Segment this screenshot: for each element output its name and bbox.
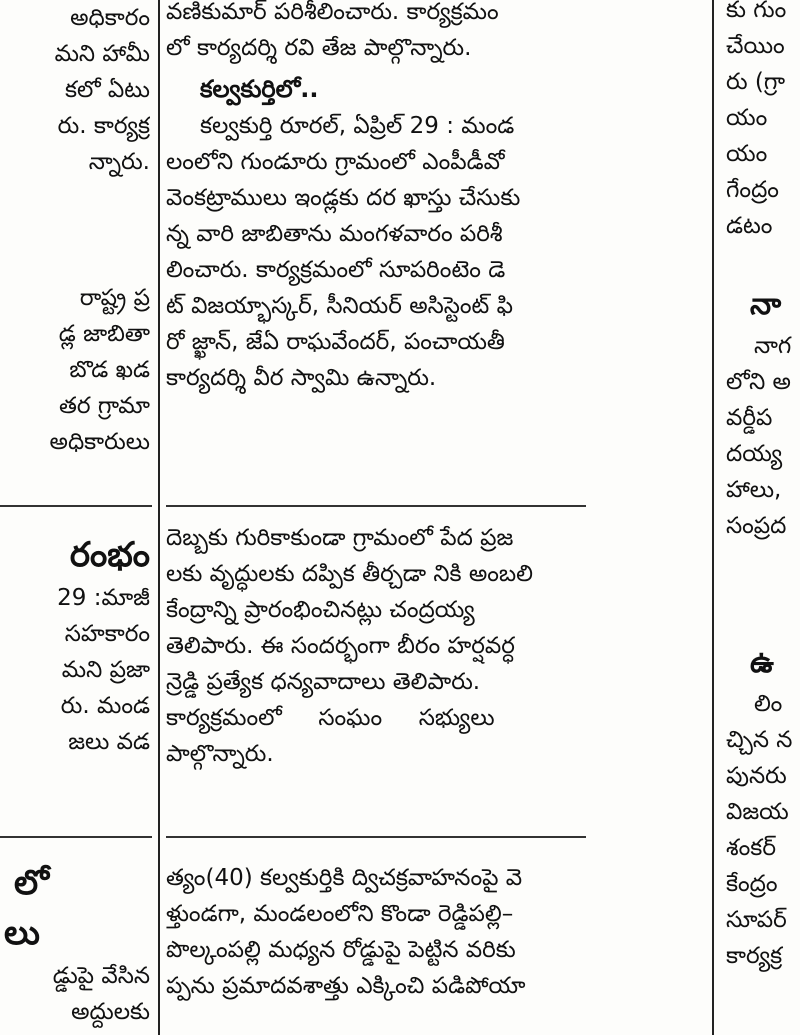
- text-line: లిం: [754, 691, 783, 717]
- article-3: [166, 520, 584, 772]
- text-line: దయ్య: [726, 441, 783, 467]
- column-divider-right: [712, 0, 714, 1035]
- section-divider: [166, 505, 586, 507]
- text-line: వర్డీప: [726, 405, 773, 431]
- left-block-1: [0, 0, 150, 180]
- text-line: అధికారం: [70, 5, 150, 31]
- text-line: కల్వకుర్తి రూరల్, ఏప్రిల్ 29 : మండ: [200, 113, 515, 139]
- article-heading: కల్వకుర్తిలో..: [200, 75, 319, 103]
- text-line: 29 :మాజీ: [57, 585, 150, 611]
- text-line: డ్డుపై వేసిన: [52, 963, 150, 989]
- right-block-3: [720, 640, 800, 974]
- section-heading: నా: [750, 287, 782, 322]
- text-line: పునరు: [726, 763, 787, 789]
- left-block-2: [0, 280, 150, 460]
- text-line: కలో ఏటు: [64, 77, 150, 103]
- text-line: విజయ: [726, 799, 789, 825]
- article-2: [166, 70, 584, 396]
- middle-column: [166, 0, 584, 1035]
- text-line: సహకారం: [64, 621, 150, 647]
- text-line: లంలోని గుండూరు గ్రామంలో ఎంపీడీవో: [166, 149, 505, 175]
- section-heading: లు: [4, 913, 40, 953]
- text-line: తర గ్రామా: [58, 393, 150, 419]
- text-line: రాష్ట్ర ప్ర: [79, 285, 150, 311]
- left-column: [0, 0, 150, 1035]
- text-line: డ్ల జాబితా: [58, 321, 150, 347]
- section-heading: లో: [14, 863, 49, 903]
- right-block-1: [720, 0, 800, 244]
- section-divider: [0, 836, 152, 838]
- text-line: చ్చిన న: [726, 727, 793, 753]
- text-line: రో జ్ఖాన్, జేఏ రాఘవేందర్, పంచాయతీ: [166, 329, 505, 355]
- text-line: పాల్గొన్నారు.: [166, 741, 274, 767]
- text-line: వణికుమార్ పరిశీలించారు. కార్యక్రమం: [166, 0, 499, 25]
- section-divider: [0, 505, 152, 507]
- text-line: చేయిం: [726, 33, 785, 59]
- text-line: సంప్రద: [726, 513, 787, 539]
- text-line: యం: [726, 141, 768, 167]
- text-line: తెలిపారు. ఈ సందర్భంగా బీరం హర్షవర్ధ: [166, 633, 515, 659]
- left-block-4: [0, 858, 150, 1030]
- text-line: కేంద్రం: [726, 871, 778, 897]
- text-line: లో కార్యదర్శి రవి తేజ పాల్గొన్నారు.: [166, 35, 472, 61]
- text-line: న్రెడ్డి ప్రత్యేక ధన్యవాదాలు తెలిపారు.: [166, 669, 481, 695]
- text-line: డటం: [726, 213, 773, 239]
- text-line: లకు వృద్ధులకు దప్పిక తీర్చడా నికి అంబలి: [166, 561, 534, 587]
- text-line: మని హామీ: [54, 41, 150, 67]
- left-block-3: [0, 530, 150, 760]
- article-4: [166, 860, 584, 1004]
- section-divider: [166, 836, 586, 838]
- text-line: కార్యక్ర: [726, 943, 783, 969]
- text-line: గేంద్రం: [726, 177, 779, 203]
- text-line: రు. మండ: [60, 693, 150, 719]
- text-line: త్యం(40) కల్వకుర్తికి ద్విచక్రవాహనంపై వె: [166, 865, 523, 891]
- text-line: బొడ ఖడ: [69, 357, 150, 383]
- text-line: అద్దులకు: [71, 999, 150, 1025]
- text-line: లించారు. కార్యక్రమంలో సూపరింటెం డె: [166, 257, 506, 283]
- text-line: మని ప్రజా: [61, 657, 150, 683]
- section-heading: రంభం: [69, 535, 150, 575]
- text-line: ప్పను ప్రమాదవశాత్తు ఎక్కించి పడిపోయా: [166, 973, 526, 999]
- article-1: [166, 0, 584, 66]
- column-divider-left: [158, 0, 160, 1035]
- text-line: న్నారు.: [88, 149, 150, 175]
- text-line: దెబ్బకు గురికాకుండా గ్రామంలో పేద ప్రజ: [166, 525, 514, 551]
- text-line: లోని అ: [726, 369, 791, 395]
- text-line: కార్యక్రమంలో సంఘం సభ్యులు: [166, 705, 495, 731]
- right-block-2: [720, 282, 800, 544]
- text-line: సూపర్: [726, 907, 787, 933]
- text-line: శంకర్: [726, 835, 776, 861]
- text-line: రు. కార్యక్ర: [57, 113, 150, 139]
- text-line: నాగ: [754, 333, 792, 359]
- text-line: పొల్కంపల్లి మధ్యన రోడ్డుపై పెట్టిన వరికు: [166, 937, 516, 963]
- text-line: కేంద్రాన్ని ప్రారంభించినట్లు చంద్రయ్య: [166, 597, 475, 623]
- text-line: ళ్తుండగా, మండలంలోని కొండా రెడ్డిపల్లి–: [166, 901, 514, 927]
- text-line: అధికారులు: [49, 429, 150, 455]
- text-line: కార్యదర్శి వీర స్వామి ఉన్నారు.: [166, 365, 437, 391]
- text-line: కు గుం: [726, 0, 787, 23]
- text-line: రు (గ్రా: [726, 69, 786, 95]
- text-line: వెంకట్రాములు ఇండ్లకు దర ఖాస్తు చేసుకు: [166, 185, 521, 211]
- text-line: ట్ విజయ్భాస్కర్, సీనియర్ అసిస్టెంట్ ఫి: [166, 293, 513, 319]
- section-heading: ఉ: [750, 645, 774, 680]
- text-line: యం: [726, 105, 768, 131]
- text-line: జలు వడ: [68, 729, 150, 755]
- text-line: న్న వారి జాబితాను మంగళవారం పరిశీ: [166, 221, 503, 247]
- right-column: [720, 0, 800, 1035]
- text-line: హాలు,: [726, 477, 782, 503]
